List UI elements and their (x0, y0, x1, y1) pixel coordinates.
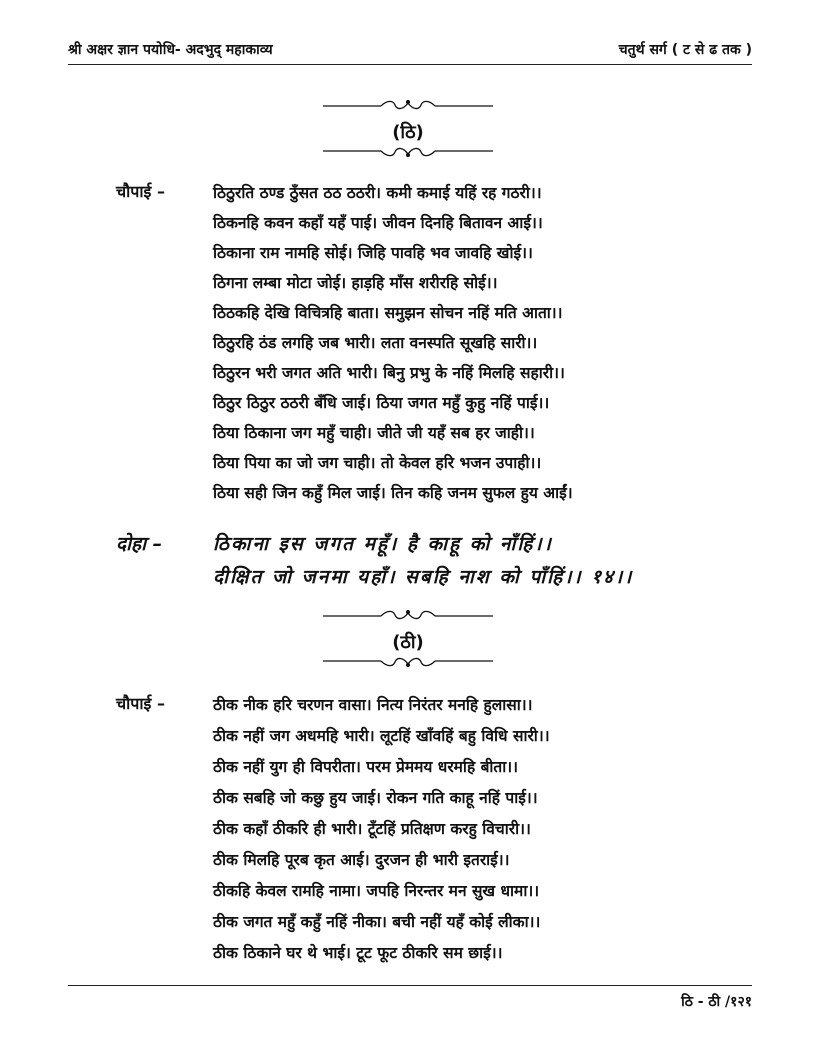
verse-line: ठिया ठिकाना जग महुँ चाही। जीते जी यहँ सब हर जाही।। (213, 424, 535, 442)
footer-page-ref: ठि - ठी /१२१ (681, 994, 752, 1010)
section-title-2: (ठी) (392, 632, 424, 653)
doha-label: दोहा – (116, 533, 163, 555)
verse-line: ठीक नहीं युग ही विपरीता। परम प्रेममय धरमहि बीता।। (213, 758, 519, 776)
verse-line: ठिठुरति ठण्ड ठुँसत ठठ ठठरी। कमी कमाई यहिं रह गठरी।। (213, 184, 542, 202)
footer-rule (68, 985, 752, 986)
header-left-title: श्री अक्षर ज्ञान पयोधि- अदभुद् महाकाव्य (68, 42, 273, 58)
verse-line: ठीक कहाँ ठीकरि ही भारी। टूँटहिं प्रतिक्षण करहु विचारी।। (213, 820, 531, 838)
verse-line: ठिठुरहि ठंड लगहि जब भारी। लता वनस्पति सूखहि सारी।। (213, 334, 538, 352)
verse-line: ठिठकहि देखि विचित्रहि बाता। समुझन सोचन नहिं मति आता।। (213, 304, 563, 322)
header-rule (68, 64, 752, 65)
doha-line: दीक्षित जो जनमा यहाँ। सबहि नाश को पाँहिं।। १४।। (213, 566, 634, 588)
verse-line: ठीक नहीं जग अधमहि भारी। लूटहिं खाँवहिं बहु विधि सारी।। (213, 727, 550, 745)
section-title-1: (ठि) (392, 122, 424, 143)
verse-line: ठिया पिया का जो जग चाही। तो केवल हरि भजन उपाही।। (213, 454, 542, 472)
verse-line: ठीक ठिकाने घर थे भाई। टूट फूट ठीकरि सम छाई।। (213, 944, 503, 962)
chaupai-label-1: चौपाई – (116, 182, 165, 201)
verse-line: ठीक मिलहि पूरब कृत आई। दुरजन ही भारी इतराई।। (213, 851, 510, 869)
verse-line: ठीक नीक हरि चरणन वासा। नित्य निरंतर मनहि हुलासा।। (213, 696, 533, 714)
verse-line: ठीक सबहि जो कछु हुय जाई। रोकन गति काहू नहिं पाई।। (213, 789, 538, 807)
verse-line: ठिकाना राम नामहि सोई। जिहि पावहि भव जावहि खोई।। (213, 244, 533, 262)
ornament-bottom-2 (0, 655, 816, 669)
ornament-top-1 (0, 98, 816, 112)
verse-line: ठिगना लम्बा मोटा जोई। हाड़हि माँस शरीरहि सोई।। (213, 274, 498, 292)
verse-line: ठिठुरन भरी जगत अति भारी। बिनु प्रभु के नहिं मिलहि सहारी।। (213, 364, 565, 382)
chaupai-label-2: चौपाई – (116, 694, 165, 713)
verse-line: ठिया सही जिन कहुँ मिल जाई। तिन कहि जनम सुफल हुय आईं। (213, 484, 573, 502)
verse-line: ठिठुर ठिठुर ठठरी बँधि जाई। ठिया जगत महुँ कुहु नहिं पाई।। (213, 394, 550, 412)
doha-line: ठिकाना इस जगत महूँ। है काहू को नाँहिं।। (213, 533, 553, 555)
verse-line: ठीकहि केवल रामहि नामा। जपहि निरन्तर मन सुख धामा।। (213, 882, 540, 900)
ornament-bottom-1 (0, 145, 816, 159)
header-right-chapter: चतुर्थ सर्ग ( ट से ढ तक ) (618, 42, 752, 58)
verse-line: ठिकनहि कवन कहाँ यहँ पाई। जीवन दिनहि बितावन आई।। (213, 214, 543, 232)
ornament-top-2 (0, 608, 816, 622)
verse-line: ठीक जगत महुँ कहुँ नहिं नीका। बची नहीं यहँ कोई लीका।। (213, 913, 541, 931)
